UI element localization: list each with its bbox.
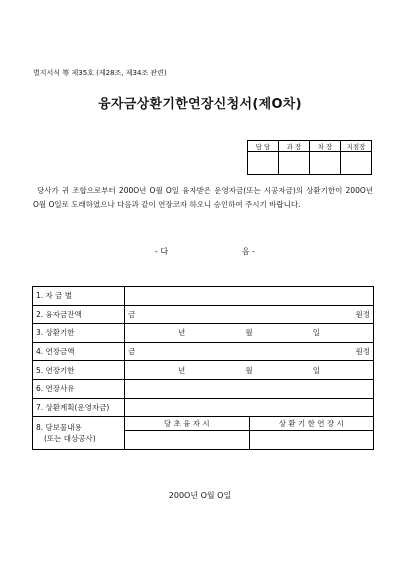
field-label: 4. 연장금액	[33, 342, 125, 361]
approval-box	[247, 140, 372, 175]
form-row-repayment-deadline	[33, 324, 374, 343]
request-paragraph: 당사가 귀 조합으로부터 200O년 O월 O일 융자받은 운영자금(또는 시공자금)의 상환기한이 200O년 O월 O일로 도래하였으나 다음과 같이 연장코자 하오니 승인하여 주시기 바랍니다.	[33, 186, 373, 209]
form-row-extension-reason	[33, 379, 374, 398]
form-row-fund-type	[33, 287, 374, 306]
document-title: 융자금상환기한연장신청서(제O차)	[98, 97, 302, 112]
approval-sign-branch-head[interactable]	[341, 152, 372, 175]
day-unit: 일	[312, 365, 320, 375]
month-unit: 월	[245, 328, 253, 338]
collateral-label-line2: (또는 대상공사)	[44, 433, 96, 443]
approval-sign-manager[interactable]	[279, 152, 310, 175]
field-label: 1. 자 금 별	[33, 287, 125, 306]
amount-prefix: 금	[128, 347, 136, 357]
field-label: 2. 융자금잔액	[33, 305, 125, 324]
field-label: 5. 연장기한	[33, 361, 125, 380]
day-unit: 일	[312, 328, 320, 338]
collateral-col-original: 당 초 융 자 시	[125, 417, 250, 431]
loan-balance-field[interactable]	[125, 305, 374, 324]
form-reference: 별지서식 等 제35호 (제28조, 제34조 관련)	[33, 69, 167, 77]
field-label: 3. 상환기한	[33, 324, 125, 343]
repayment-plan-field[interactable]	[125, 398, 374, 417]
field-label: 6. 연장사유	[33, 379, 125, 398]
section-heading-eum: 음 -	[241, 247, 255, 256]
approval-sign-deputy[interactable]	[310, 152, 341, 175]
year-unit: 년	[178, 328, 186, 338]
section-heading	[155, 246, 255, 257]
repayment-deadline-field[interactable]	[125, 324, 374, 343]
field-label: 7. 상환계획(운영자금)	[33, 398, 125, 417]
collateral-extension-field[interactable]	[249, 431, 374, 450]
approval-label-branch-head: 지점장	[341, 141, 372, 152]
fund-type-field[interactable]	[125, 287, 374, 306]
approval-label-deputy: 차 장	[310, 141, 341, 152]
approval-label-manager: 과 장	[279, 141, 310, 152]
amount-suffix: 원정	[355, 347, 370, 357]
year-unit: 년	[178, 365, 186, 375]
form-row-loan-balance	[33, 305, 374, 324]
collateral-original-field[interactable]	[125, 431, 250, 450]
collateral-label-line1: 8. 담보물내용	[36, 422, 82, 432]
application-date: 200O년 O월 O일	[168, 491, 232, 500]
extension-amount-field[interactable]	[125, 342, 374, 361]
application-form-table	[32, 286, 374, 450]
collateral-col-extension: 상 환 기 한 연 장 시	[249, 417, 374, 431]
extension-deadline-field[interactable]	[125, 361, 374, 380]
collateral-label	[33, 417, 125, 450]
month-unit: 월	[245, 365, 253, 375]
approval-sign-staff[interactable]	[248, 152, 279, 175]
form-row-repayment-plan	[33, 398, 374, 417]
form-row-collateral-header	[33, 417, 374, 431]
extension-reason-field[interactable]	[125, 379, 374, 398]
form-row-extension-deadline	[33, 361, 374, 380]
section-heading-da: - 다	[155, 247, 169, 256]
amount-prefix: 금	[128, 309, 136, 319]
amount-suffix: 원정	[355, 309, 370, 319]
approval-label-staff: 담 당	[248, 141, 279, 152]
form-row-extension-amount	[33, 342, 374, 361]
